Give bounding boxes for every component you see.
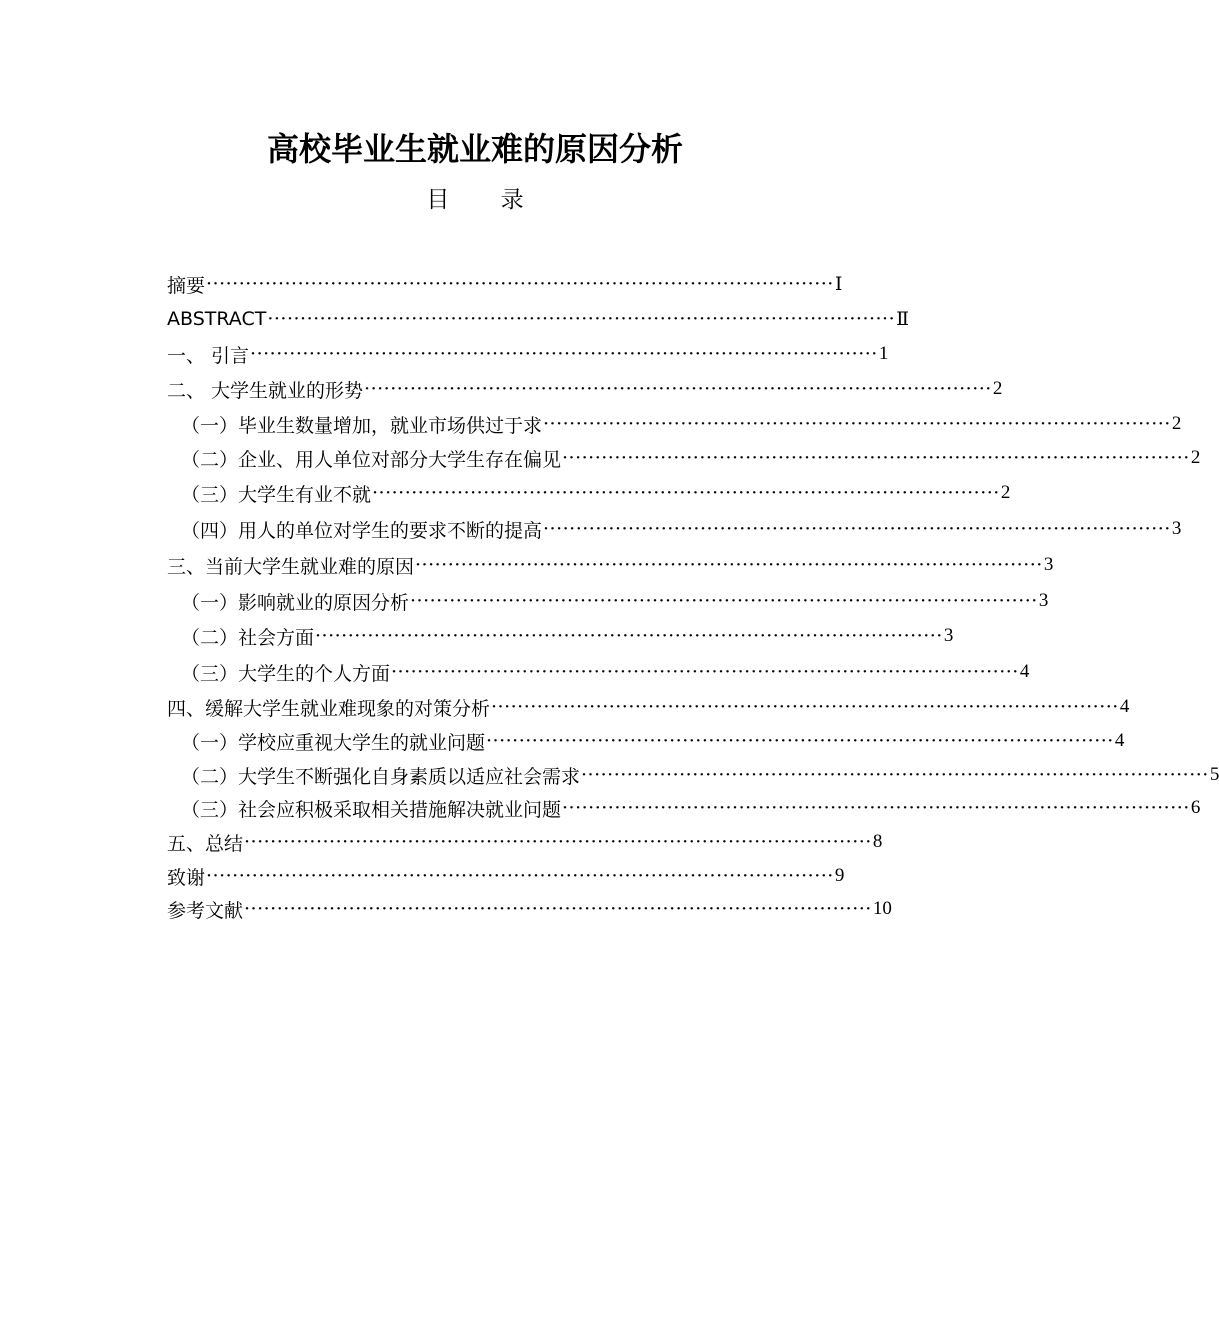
document-title: 高校毕业生就业难的原因分析 xyxy=(266,130,683,168)
toc-page-number: 9 xyxy=(834,865,845,886)
toc-page-number: Ⅰ xyxy=(834,273,843,295)
toc-page-number: 2 xyxy=(1190,447,1201,468)
toc-page-number: 4 xyxy=(1114,730,1125,751)
toc-page-number: 8 xyxy=(872,831,883,852)
toc-entry-label: 参考文献 xyxy=(167,899,244,922)
toc-entry-section-3[interactable] xyxy=(167,548,1054,582)
toc-entry-label: （一）学校应重视大学生的就业问题 xyxy=(181,731,486,754)
toc-leader-dots: ································································································ xyxy=(581,764,1209,786)
toc-leader-dots: ································································································ xyxy=(244,898,872,920)
toc-entry-section-2-4[interactable] xyxy=(181,512,1182,546)
toc-leader-dots: ································································································ xyxy=(391,661,1019,683)
toc-page-number: 2 xyxy=(992,378,1003,399)
toc-entry-label: （三）大学生的个人方面 xyxy=(181,662,391,685)
toc-page-number: 3 xyxy=(1171,518,1182,539)
toc-page-number: Ⅱ xyxy=(896,308,910,330)
toc-entry-abstract-en[interactable] xyxy=(167,302,910,336)
toc-entry-label: 三、当前大学生就业难的原因 xyxy=(167,555,415,578)
toc-entry-section-4-2[interactable] xyxy=(181,758,1219,792)
toc-entry-label: （二）社会方面 xyxy=(181,626,315,649)
toc-entry-label: 致谢 xyxy=(167,866,206,889)
toc-leader-dots: ································································································ xyxy=(543,413,1171,435)
toc-leader-dots: ································································································ xyxy=(415,554,1043,576)
toc-page-number: 2 xyxy=(1000,482,1011,503)
toc-entry-introduction[interactable] xyxy=(167,337,889,371)
toc-entry-label: 摘要 xyxy=(167,274,206,297)
toc-entry-section-5[interactable] xyxy=(167,825,883,859)
toc-entry-label: （二）企业、用人单位对部分大学生存在偏见 xyxy=(181,448,562,471)
toc-leader-dots: ································································································ xyxy=(486,730,1114,752)
toc-entry-label: （四）用人的单位对学生的要求不断的提高 xyxy=(181,519,543,542)
toc-entry-section-4[interactable] xyxy=(167,690,1130,724)
toc-page-number: 6 xyxy=(1190,797,1201,818)
toc-leader-dots: ································································································ xyxy=(372,482,1000,504)
toc-entry-section-3-2[interactable] xyxy=(181,619,954,653)
toc-leader-dots: ································································································ xyxy=(244,831,872,853)
toc-page-number: 4 xyxy=(1119,696,1130,717)
toc-leader-dots: ································································································ xyxy=(364,378,992,400)
toc-page-number: 5 xyxy=(1209,764,1219,785)
toc-page-number: 3 xyxy=(943,625,954,646)
toc-entry-abstract-cn[interactable] xyxy=(167,267,843,301)
toc-leader-dots: ································································································ xyxy=(206,273,834,295)
toc-entry-label: （一）毕业生数量增加，就业市场供过于求 xyxy=(181,414,543,437)
toc-entry-label: （二）大学生不断强化自身素质以适应社会需求 xyxy=(181,765,581,788)
toc-entry-label: 一、 引言 xyxy=(167,344,250,367)
toc-page-number: 3 xyxy=(1043,554,1054,575)
toc-entry-section-2-1[interactable] xyxy=(181,407,1182,441)
toc-leader-dots: ································································································ xyxy=(315,625,943,647)
toc-leader-dots: ································································································ xyxy=(562,447,1190,469)
toc-entry-section-4-1[interactable] xyxy=(181,724,1125,758)
toc-entry-label: （三）社会应积极采取相关措施解决就业问题 xyxy=(181,798,562,821)
toc-leader-dots: ································································································ xyxy=(410,590,1038,612)
toc-entry-references[interactable] xyxy=(167,892,892,926)
toc-page-number: 3 xyxy=(1038,590,1049,611)
toc-page-number: 2 xyxy=(1171,413,1182,434)
toc-page-number: 4 xyxy=(1019,661,1030,682)
toc-entry-label: 二、 大学生就业的形势 xyxy=(167,379,364,402)
toc-entry-label: （一）影响就业的原因分析 xyxy=(181,591,410,614)
toc-entry-label: （三）大学生有业不就 xyxy=(181,483,372,506)
toc-page-number: 10 xyxy=(872,898,892,919)
toc-leader-dots: ································································································ xyxy=(562,797,1190,819)
toc-leader-dots: ································································································ xyxy=(491,696,1119,718)
toc-entry-label: ABSTRACT xyxy=(167,308,267,330)
toc-entry-section-2-2[interactable] xyxy=(181,441,1201,475)
toc-leader-dots: ································································································ xyxy=(250,343,878,365)
toc-leader-dots: ································································································ xyxy=(543,518,1171,540)
toc-entry-acknowledgements[interactable] xyxy=(167,859,845,893)
toc-entry-section-2[interactable] xyxy=(167,372,1003,406)
toc-page-number: 1 xyxy=(878,343,889,364)
toc-leader-dots: ································································································ xyxy=(206,865,834,887)
toc-leader-dots: ································································································ xyxy=(267,308,896,330)
toc-entry-section-4-3[interactable] xyxy=(181,791,1201,825)
toc-entry-label: 五、总结 xyxy=(167,832,244,855)
toc-entry-section-3-3[interactable] xyxy=(181,655,1030,689)
toc-entry-section-2-3[interactable] xyxy=(181,476,1011,510)
toc-entry-section-3-1[interactable] xyxy=(181,584,1049,618)
toc-heading: 目 录 xyxy=(426,187,546,213)
toc-entry-label: 四、缓解大学生就业难现象的对策分析 xyxy=(167,697,491,720)
